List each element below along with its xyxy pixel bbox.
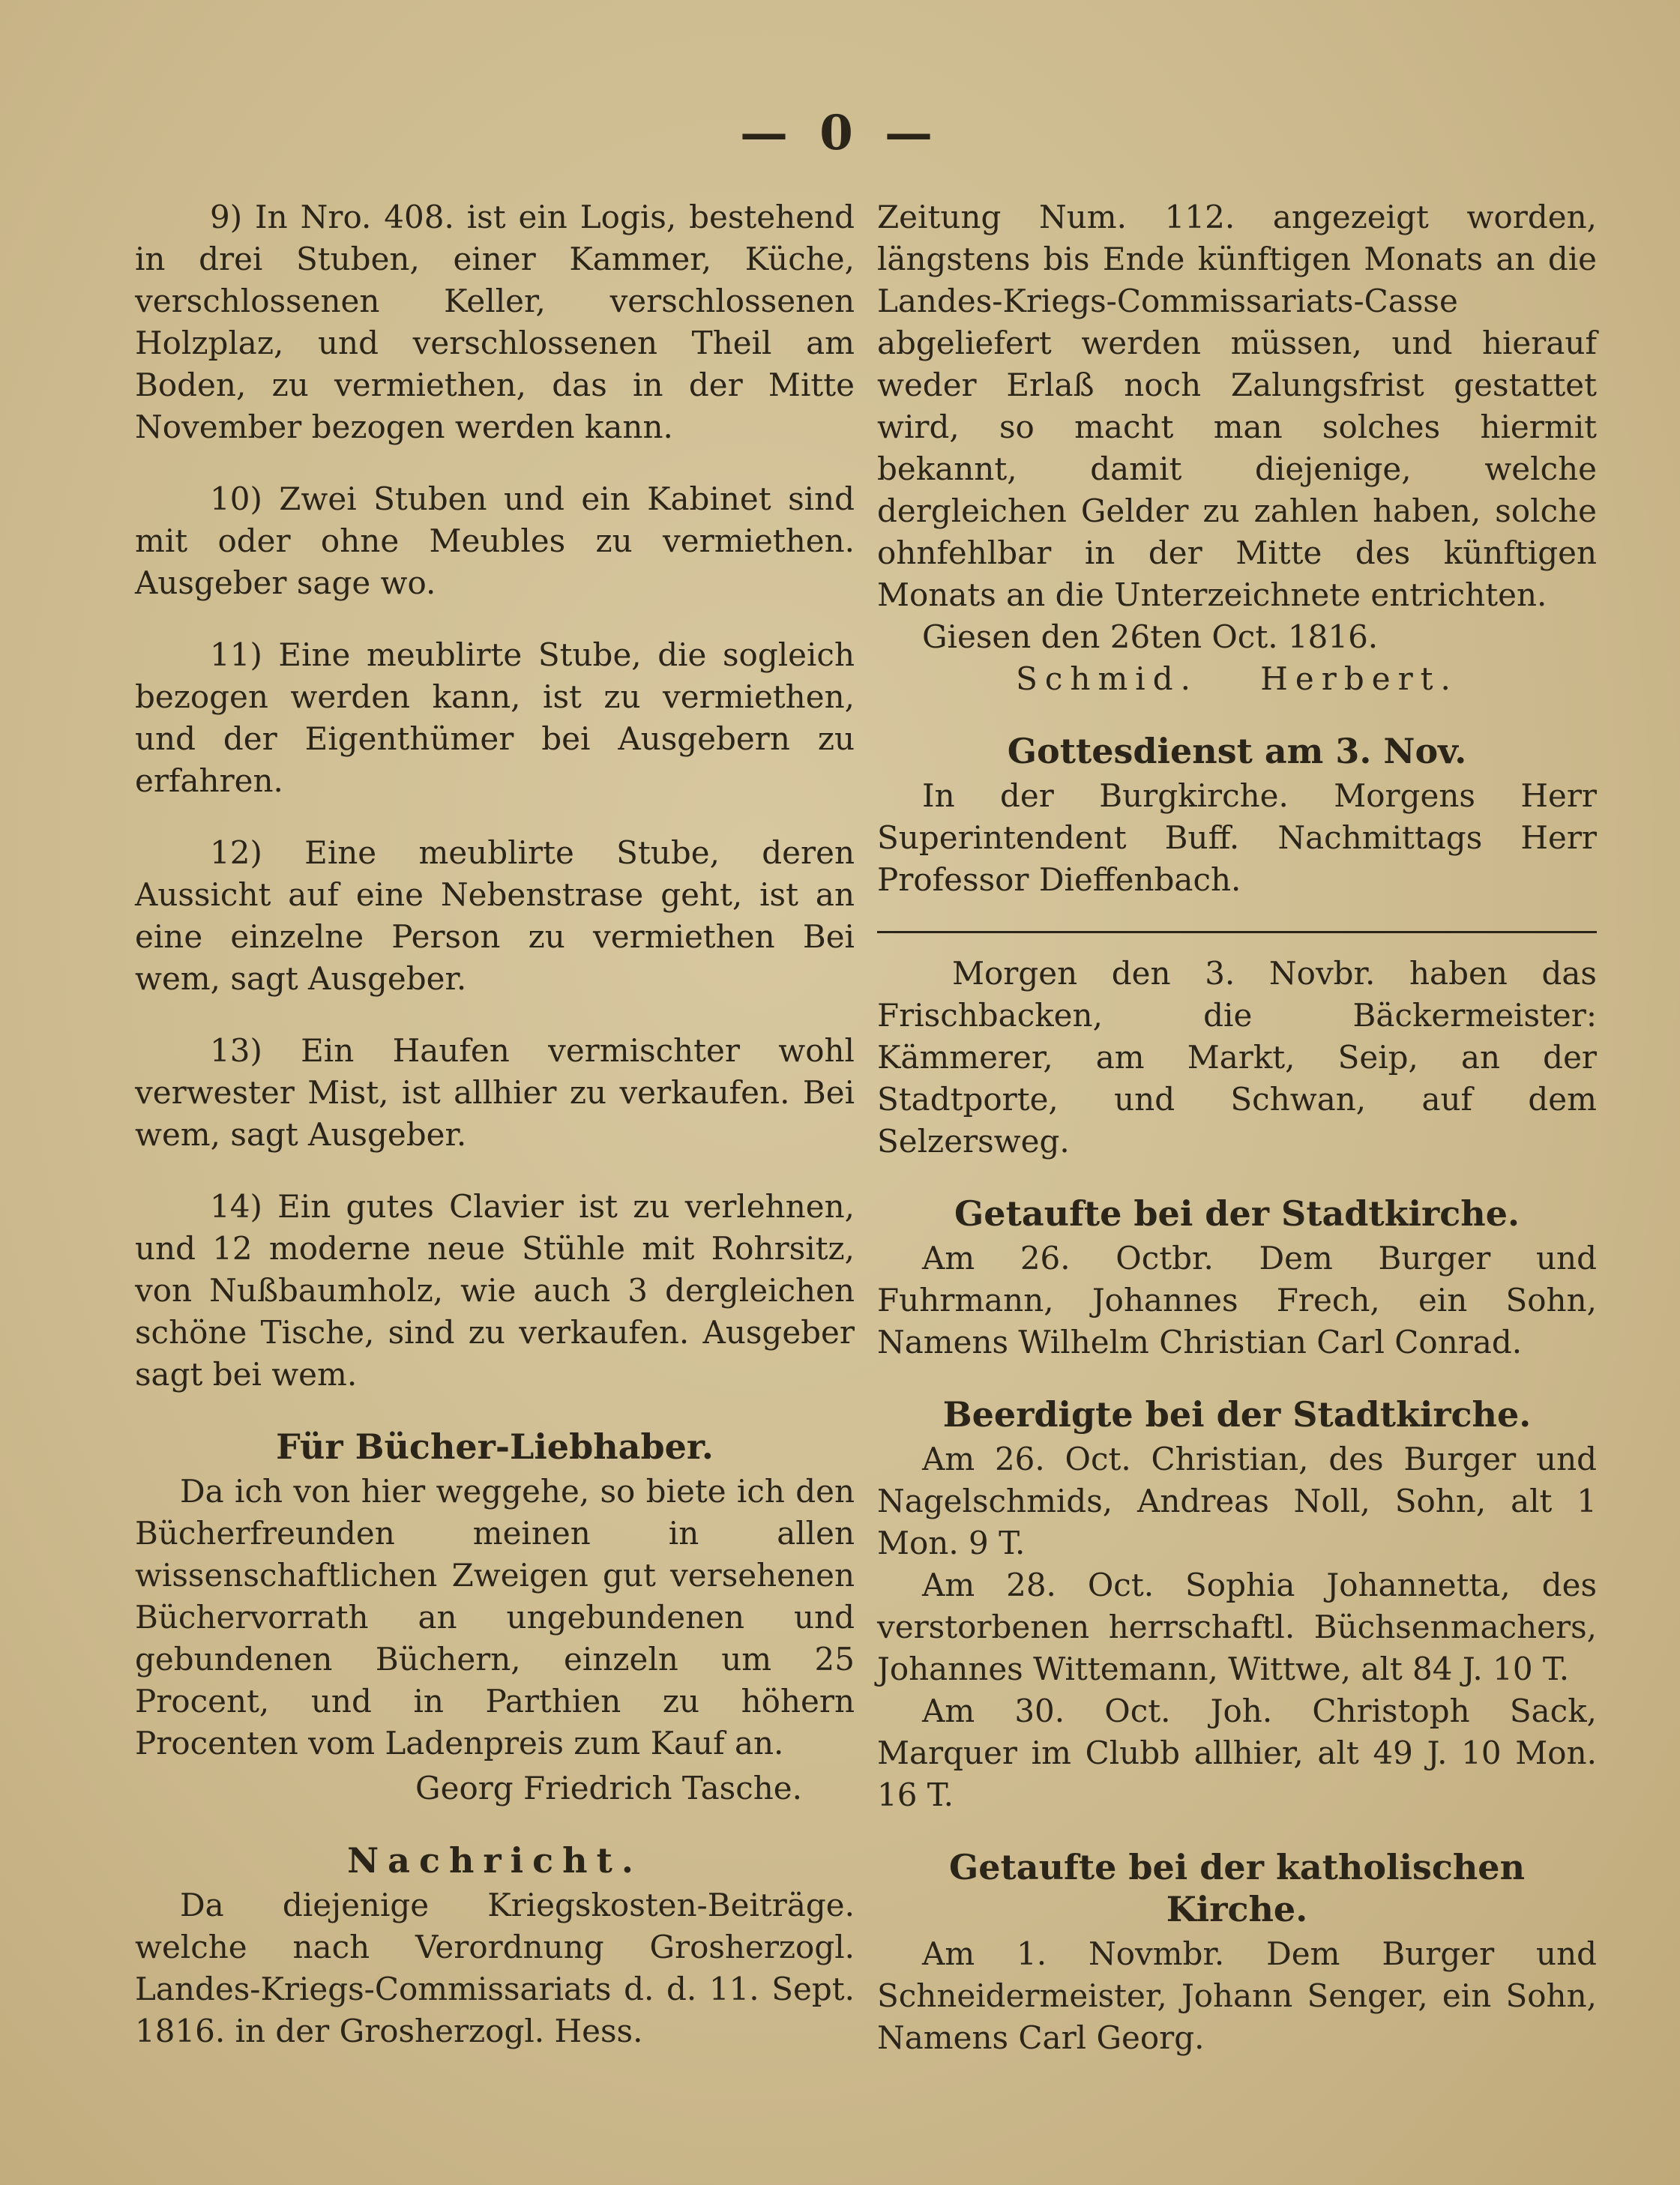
buried-entry-2: Am 28. Oct. Sophia Johannetta, des verstorbenen herrschaftl. Büchsenmachers, Johannes Wittemann, Wittwe, alt 84 J. 10 T. [877,1567,1597,1687]
catholic-section [877,1846,1597,2059]
bakers-notice: Morgen den 3. Novbr. haben das Frischbacken, die Bäckermeister: Kämmerer, am Markt, Seip, an der Stadtporte, und Schwan, auf dem Selzersweg. [877,955,1597,1160]
baptized-heading: Getaufte bei der Stadtkirche. [954,1193,1520,1234]
buried-entry-1: Am 26. Oct. Christian, des Burger und Nagelschmids, Andreas Noll, Sohn, alt 1 Mon. 9 T. [877,1441,1597,1561]
notice-body: Da diejenige Kriegskosten-Beiträge. welche nach Verordnung Grosherzogl. Landes-Kriegs-Commissariats d. d. 11. Sept. 1816. in der Grosherzogl. Hess. [135,1887,855,2049]
ad-12: 12) Eine meublirte Stube, deren Aussicht auf eine Nebenstrase geht, ist an eine einzelne Person zu vermiethen Bei wem, sagt Ausgeber. [135,834,855,997]
books-body: Da ich von hier weggehe, so biete ich den Bücherfreunden meinen in allen wissenschaftlichen Zweigen gut versehenen Büchervorrath an ungebundenen und gebundenen Büchern, einzeln um 25 Procent, und in Parthien zu höhern Procenten vom Ladenpreis zum Kauf an. [135,1473,855,1761]
books-section [135,1426,855,1809]
ad-13: 13) Ein Haufen vermischter wohl verwester Mist, ist allhier zu verkaufen. Bei wem, sagt Ausgeber. [135,1032,855,1153]
catholic-heading: Getaufte bei der katholischen Kirche. [948,1847,1526,1929]
notice-signers [877,658,1597,700]
baptized-body: Am 26. Octbr. Dem Burger und Fuhrmann, Johannes Frech, ein Sohn, Namens Wilhelm Christian Carl Conrad. [877,1240,1597,1360]
service-body: In der Burgkirche. Morgens Herr Superintendent Buff. Nachmittags Herr Professor Dieffenbach. [877,777,1597,898]
buried-entry-3: Am 30. Oct. Joh. Christoph Sack, Marquer im Clubb allhier, alt 49 J. 10 Mon. 16 T. [877,1693,1597,1813]
notice-section [135,1839,855,2052]
ad-11: 11) Eine meublirte Stube, die sogleich bezogen werden kann, ist zu vermiethen, und der Eigenthümer bei Ausgebern zu erfahren. [135,636,855,799]
buried-section [877,1393,1597,1816]
ad-10: 10) Zwei Stuben und ein Kabinet sind mit oder ohne Meubles zu vermiethen. Ausgeber sage wo. [135,480,855,601]
books-heading: Für Bücher-Liebhaber. [276,1426,714,1467]
signer-herbert: Herbert. [1260,660,1458,697]
right-column [877,196,1597,2089]
section-divider [877,931,1597,933]
notice-date: Giesen den 26ten Oct. 1816. [922,618,1379,655]
books-signature: Georg Friedrich Tasche. [415,1770,802,1806]
ad-14: 14) Ein gutes Clavier ist zu verlehnen, und 12 moderne neue Stühle mit Rohrsitz, von Nußbaumholz, wie auch 3 dergleichen schöne Tische, sind zu verkaufen. Ausgeber sagt bei wem. [135,1188,855,1393]
ad-9: 9) In Nro. 408. ist ein Logis, bestehend in drei Stuben, einer Kammer, Küche, verschlossenen Keller, verschlossenen Holzplaz, und verschlossenen Theil am Boden, zu vermiethen, das in der Mitte November bezogen werden kann. [135,199,855,445]
notice-continuation: Zeitung Num. 112. angezeigt worden, längstens bis Ende künftigen Monats an die Landes-Kriegs-Commissariats-Casse abgeliefert werden müssen, und hierauf weder Erlaß noch Zalungsfrist gestattet wird, so macht man solches hiermit bekannt, damit diejenige, welche dergleichen Gelder zu zahlen haben, solche ohnfehlbar in der Mitte des künftigen Monats an die Unterzeichnete entrichten. [877,199,1597,613]
baptized-section [877,1193,1597,1363]
service-section [877,730,1597,901]
left-column [135,196,855,2052]
signer-schmid: Schmid. [1016,660,1198,697]
page-number: — 0 — [739,105,941,161]
service-heading: Gottesdienst am 3. Nov. [1007,731,1467,771]
buried-heading: Beerdigte bei der Stadtkirche. [942,1394,1532,1435]
notice-heading: Nachricht. [347,1840,642,1881]
catholic-body: Am 1. Novmbr. Dem Burger und Schneidermeister, Johann Senger, ein Sohn, Namens Carl Georg. [877,1935,1597,2056]
